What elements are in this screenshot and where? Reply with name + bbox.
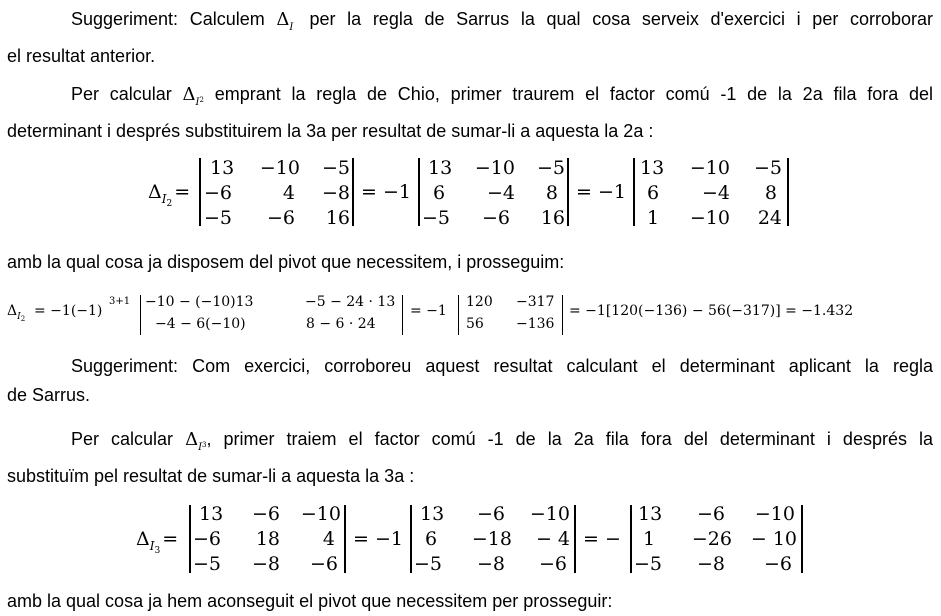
equals-minus-one: = −1 <box>576 181 626 203</box>
matrix-cell: −4 − 6(−10) <box>155 316 246 332</box>
paragraph-suggestion-1 <box>7 5 933 71</box>
paragraph-line: Suggeriment: Com exercici, corroboreu aquest resultat calculant el determinant aplicant la regla <box>71 356 933 376</box>
matrix-cell: −18 <box>471 528 512 550</box>
paragraph-line: de Sarrus. <box>7 385 91 405</box>
paragraph-line <box>7 80 933 117</box>
matrix-cell: −6 <box>266 207 295 229</box>
matrix-cell: −6 <box>476 503 505 525</box>
matrix-cell: −10 <box>474 157 515 179</box>
matrix-cell: −10 <box>300 503 341 525</box>
matrix-cell: −4 <box>701 182 730 204</box>
matrix-cell: −6 <box>193 528 222 550</box>
equals-minus-one: = −1 <box>361 181 411 203</box>
determinant-bar-right <box>352 158 354 226</box>
equals-minus-one: = −1 <box>353 528 403 550</box>
matrix-cell: 13 <box>420 503 445 525</box>
matrix-cell: −26 <box>691 528 732 550</box>
matrix-cell: 24 <box>757 207 782 229</box>
equation-delta-i2-result <box>0 290 941 340</box>
matrix-cell: 1 <box>647 207 660 229</box>
matrix-cell: 8 − 6 · 24 <box>306 316 376 332</box>
matrix-cell: −6 <box>251 503 280 525</box>
text-run: Per calcular <box>71 84 183 104</box>
determinant-bar-left <box>410 505 412 573</box>
delta-symbol: Δ <box>7 303 18 319</box>
equals-minus-one: = −1 <box>410 303 447 319</box>
determinant-bar-right <box>562 295 563 335</box>
matrix-cell: 13 <box>210 157 235 179</box>
paragraph-line: el resultat anterior. <box>7 46 156 66</box>
determinant-bar-left <box>140 295 141 335</box>
subscript-index: 2 <box>199 96 204 104</box>
subscript-i: I <box>195 97 200 108</box>
equation-delta-i3 <box>0 502 941 577</box>
matrix-cell: −10 <box>529 503 570 525</box>
matrix-cell: 4 <box>282 182 295 204</box>
determinant-bar-right <box>574 505 576 573</box>
matrix-cell: −6 <box>763 553 792 575</box>
determinant-bar-left <box>630 505 632 573</box>
determinant-bar-left <box>458 295 459 335</box>
paragraph-line <box>7 425 933 462</box>
matrix-cell: −10 <box>689 157 730 179</box>
matrix-cell: −8 <box>321 182 350 204</box>
paragraph-chio-i2 <box>7 80 933 146</box>
matrix-cell: −317 <box>516 294 555 310</box>
matrix-cell: −4 <box>486 182 515 204</box>
matrix-cell: 1 <box>643 528 656 550</box>
paragraph-line <box>7 5 933 42</box>
equation-lhs <box>7 303 25 323</box>
matrix-cell: 18 <box>255 528 280 550</box>
matrix-cell: −6 <box>696 503 725 525</box>
subscript-i: I <box>161 192 167 206</box>
text-run: , primer traiem el factor comú -1 de la 2a fila fora del determinant i després la <box>206 429 933 449</box>
matrix-cell: −8 <box>476 553 505 575</box>
matrix-cell: −5 <box>753 157 782 179</box>
determinant-bar-left <box>199 158 201 226</box>
subscript-index: 3 <box>154 546 161 556</box>
delta-symbol: Δ <box>276 9 290 30</box>
matrix-cell: 4 <box>322 528 335 550</box>
subscript-i: I <box>198 442 203 453</box>
determinant-bar-right <box>801 505 803 573</box>
matrix-cell: −136 <box>516 316 555 332</box>
matrix-cell: 13 <box>199 503 224 525</box>
equation-lhs: $\Delta_{I3}=$ <box>136 528 179 556</box>
paragraph-line: determinant i després substituirem la 3a per resultat de sumar-li a aquesta la 2a : <box>7 121 654 141</box>
matrix-cell: −8 <box>696 553 725 575</box>
matrix-cell: 6 <box>425 528 438 550</box>
matrix-cell: −10 <box>689 207 730 229</box>
matrix-cell: −5 <box>422 207 451 229</box>
paragraph-final <box>7 587 933 616</box>
delta-symbol: Δ <box>182 84 196 105</box>
text-run: emprant la regla de Chio, primer traurem el factor comú -1 de la 2a fila fora del <box>203 84 933 104</box>
determinant-bar-right <box>402 295 403 335</box>
paragraph-suggestion-2 <box>7 352 933 410</box>
matrix-cell: −6 <box>204 182 233 204</box>
matrix-cell: −5 <box>193 553 222 575</box>
delta-symbol: Δ <box>136 528 150 550</box>
subscript-i: I <box>17 312 21 322</box>
determinant-bar-right <box>567 158 569 226</box>
matrix-cell: −10 <box>259 157 300 179</box>
paragraph-line: amb la qual cosa ja disposem del pivot que necessitem, i prosseguim: <box>7 252 565 272</box>
matrix-cell: −8 <box>251 553 280 575</box>
paragraph-line: amb la qual cosa ja hem aconseguit el pivot que necessitem per prosseguir: <box>7 591 613 611</box>
equation-lead: = −1(−1) <box>34 303 103 319</box>
delta-symbol: Δ <box>148 181 162 203</box>
matrix-cell: −5 <box>321 157 350 179</box>
delta-symbol: Δ <box>185 429 199 450</box>
matrix-cell: −5 <box>414 553 443 575</box>
matrix-cell: −5 <box>634 553 663 575</box>
matrix-cell: 13 <box>640 157 665 179</box>
matrix-cell: −5 <box>536 157 565 179</box>
subscript-index: 2 <box>166 199 173 209</box>
text-run: Per calcular <box>71 429 186 449</box>
matrix-cell: 13 <box>638 503 663 525</box>
matrix-cell: 120 <box>466 294 493 310</box>
matrix-cell: 8 <box>764 182 777 204</box>
determinant-bar-left <box>418 158 420 226</box>
matrix-cell: −10 <box>754 503 795 525</box>
matrix-cell: 8 <box>545 182 558 204</box>
paragraph-i3 <box>7 425 933 491</box>
matrix-cell: −5 <box>204 207 233 229</box>
determinant-bar-left <box>189 505 191 573</box>
equation-tail: = −1[120(−136) − 56(−317)] = −1.432 <box>569 303 854 319</box>
matrix-cell: −10 − (−10)13 <box>145 294 254 310</box>
paragraph-line: substituïm pel resultat de sumar-li a aquesta la 3a : <box>7 466 415 486</box>
matrix-cell: − 10 <box>750 528 797 550</box>
subscript-i: I <box>289 22 294 33</box>
matrix-cell: 56 <box>466 316 484 332</box>
matrix-cell: −6 <box>481 207 510 229</box>
matrix-cell: 16 <box>325 207 350 229</box>
determinant-bar-left <box>633 158 635 226</box>
text-run: per la regla de Sarrus la qual cosa serveix d'exercici i per corroborar <box>297 9 934 29</box>
matrix-cell: 6 <box>647 182 660 204</box>
matrix-cell: 13 <box>428 157 453 179</box>
subscript-index: 2 <box>20 315 26 323</box>
determinant-bar-right <box>787 158 789 226</box>
paragraph-pivot <box>7 248 933 277</box>
matrix-cell: − 4 <box>535 528 570 550</box>
equals-minus: = − <box>583 528 621 550</box>
equation-lhs: $\Delta_{I2}=$ <box>148 181 191 209</box>
matrix-cell: −6 <box>309 553 338 575</box>
text-run: Suggeriment: Calculem <box>71 9 277 29</box>
subscript-index: 3 <box>202 441 207 449</box>
exponent: 3+1 <box>109 296 131 307</box>
determinant-bar-right <box>344 505 346 573</box>
subscript-i: I <box>149 539 155 553</box>
equation-delta-i2-chio <box>0 155 941 230</box>
matrix-cell: 16 <box>540 207 565 229</box>
matrix-cell: −5 − 24 · 13 <box>305 294 396 310</box>
matrix-cell: −6 <box>538 553 567 575</box>
matrix-cell: 6 <box>433 182 446 204</box>
